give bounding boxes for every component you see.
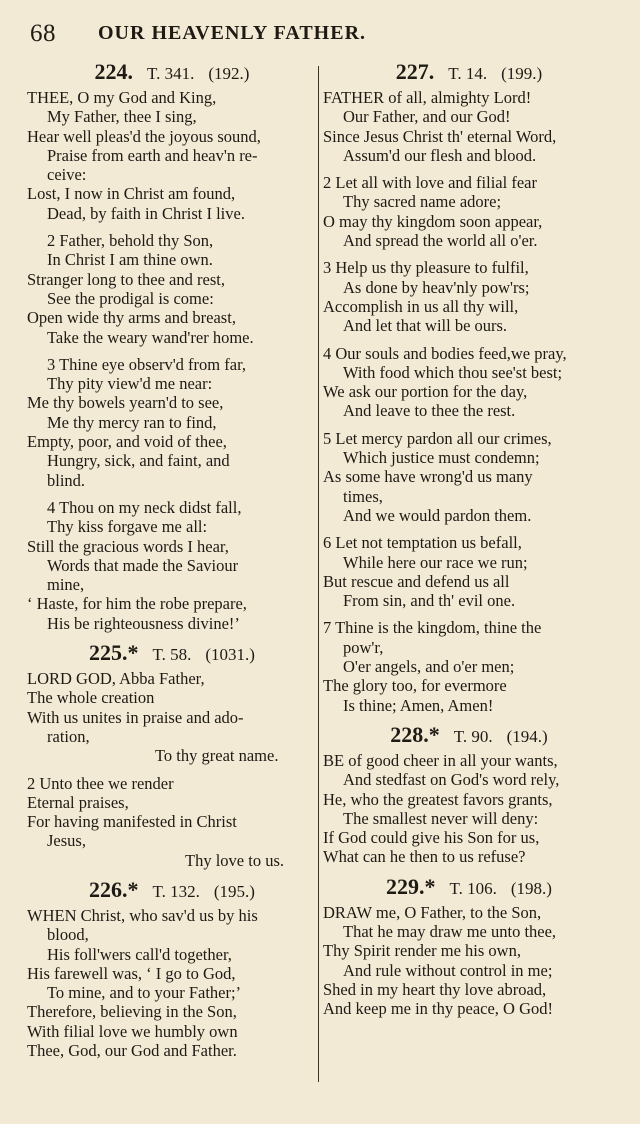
verse-line: For having manifested in Christ [27, 812, 237, 832]
verse-line: Still the gracious words I hear, [27, 536, 229, 556]
verse-line: Empty, poor, and void of thee, [27, 432, 227, 452]
verse-line: Thy sacred name adore; [343, 192, 502, 212]
verse-line: To thy great name. [155, 746, 279, 766]
verse-line: ‘ Haste, for him the robe prepare, [27, 594, 247, 614]
hymn-number: 225.* [89, 640, 139, 666]
verse-line: FATHER of all, almighty Lord! [323, 88, 532, 107]
verse-line: Me thy bowels yearn'd to see, [27, 393, 224, 413]
verse-line: ration, [47, 726, 90, 746]
verse-line: BE of good cheer in all your wants, [323, 750, 558, 770]
verse-1 [323, 751, 615, 867]
verse-line: Assum'd our flesh and blood. [343, 145, 537, 165]
line-text: Praise from earth and heav'n re- [47, 145, 258, 165]
verse-line: 3 Thine eye observ'd from far, [47, 354, 247, 374]
verse-line: Is thine; Amen, Amen! [343, 695, 494, 715]
verse-7 [323, 618, 615, 714]
column-divider [318, 66, 319, 1082]
verse-1 [323, 88, 615, 165]
verse-3 [323, 258, 615, 335]
hymn-229 [323, 875, 615, 1019]
hymn-alt-number: (194.) [506, 726, 548, 746]
verse-line: Therefore, believing in the Son, [27, 1002, 237, 1022]
verse-line: He, who the greatest favors grants, [323, 789, 553, 809]
verse-line: blind. [47, 470, 86, 490]
verse-line: 4 Our souls and bodies feed,we pray, [323, 343, 567, 363]
verse-line: Thy pity view'd me near: [47, 374, 213, 394]
hymn-number: 229.* [386, 873, 436, 899]
verse-line: From sin, and th' evil one. [343, 591, 516, 611]
verse-1 [27, 88, 317, 223]
verse-1 [27, 906, 317, 1060]
verse-line: times, [343, 486, 383, 506]
verse-line: DRAW me, O Father, to the Son, [323, 902, 542, 922]
verse-line: mine, [47, 575, 85, 595]
hymn-alt-number: (192.) [208, 64, 250, 83]
verse-line: And rule without control in me; [343, 960, 553, 980]
verse-line: The smallest never will deny: [343, 808, 539, 828]
verse-line: blood, [47, 925, 89, 945]
verse-line: 2 Let all with love and filial fear [323, 173, 537, 193]
verse-2 [27, 774, 317, 870]
hymn-number: 227. [395, 59, 435, 84]
verse-line: Lost, I now in Christ am found, [27, 184, 236, 204]
hymn-225 [27, 641, 317, 870]
verse-line: Words that made the Saviour [47, 555, 239, 575]
verse-line: Hungry, sick, and faint, and [47, 451, 230, 471]
hymn-tune: T. 58. [152, 645, 192, 665]
verse-line: 2 Father, behold thy Son, [47, 231, 214, 251]
verse-line: pow'r, [343, 637, 384, 657]
verse-line: Open wide thy arms and breast, [27, 308, 236, 328]
verse-line: His foll'wers call'd together, [47, 944, 232, 964]
running-head: OUR HEAVENLY FATHER. [98, 22, 367, 44]
verse-3 [27, 355, 317, 490]
hymn-224 [27, 60, 317, 633]
verse-line: Hear well pleas'd the joyous sound, [27, 126, 261, 146]
verse-line: Shed in my heart thy love abroad, [323, 979, 547, 999]
hymn-alt-number: (198.) [510, 878, 552, 898]
verse-line: ceive: [47, 165, 87, 185]
verse-line: In Christ I am thine own. [47, 250, 213, 270]
verse-line: His farewell was, ‘ I go to God, [27, 963, 236, 983]
verse-line: But rescue and defend us all [323, 571, 510, 591]
verse-line: And keep me in thy peace, O God! [323, 999, 554, 1019]
verse-line: O may thy kingdom soon appear, [323, 211, 543, 231]
verse-line: Stranger long to thee and rest, [27, 269, 225, 289]
hymn-tune: T. 106. [449, 878, 497, 898]
verse-5 [323, 429, 615, 525]
verse-line: With us unites in praise and ado- [27, 707, 244, 727]
page-number: 68 [30, 20, 56, 47]
verse-line: While here our race we run; [343, 552, 528, 572]
verse-line: What can he then to us refuse? [323, 847, 526, 867]
hymn-number: 228.* [390, 721, 440, 747]
verse-6 [323, 533, 615, 610]
verse-line: And spread the world all o'er. [343, 231, 538, 251]
verse-line: With food which thou see'st best; [343, 362, 563, 382]
verse-line: WHEN Christ, who sav'd us by his [27, 905, 258, 925]
verse-2 [27, 231, 317, 347]
verse-line: O'er angels, and o'er men; [343, 657, 515, 677]
verse-line: We ask our portion for the day, [323, 382, 528, 402]
hymn-number: 226.* [89, 876, 139, 902]
verse-line: 3 Help us thy pleasure to fulfil, [323, 258, 529, 278]
verse-line: If God could give his Son for us, [323, 828, 540, 848]
verse-line: As some have wrong'd us many [323, 467, 533, 487]
hymn-heading [27, 641, 317, 667]
verse-line: Thee, God, our God and Father. [27, 1041, 237, 1061]
verse-1 [27, 669, 317, 765]
left-column [27, 60, 317, 1068]
verse-line: LORD GOD, Abba Father, [27, 669, 205, 689]
verse-line: Take the weary wand'rer home. [47, 327, 254, 347]
hymn-heading [323, 875, 615, 901]
verse-line: And we would pardon them. [343, 505, 532, 525]
verse-line: His be righteousness divine!’ [47, 613, 240, 633]
hymn-tune: T. 132. [152, 881, 200, 901]
verse-line: Eternal praises, [27, 792, 129, 812]
hymn-heading [323, 723, 615, 749]
verse-line: That he may draw me unto thee, [343, 921, 557, 941]
verse-4 [27, 498, 317, 633]
verse-line: 5 Let mercy pardon all our crimes, [323, 428, 552, 448]
verse-2 [323, 173, 615, 250]
hymn-heading [27, 878, 317, 904]
verse-line: 4 Thou on my neck didst fall, [47, 497, 242, 517]
verse-line: Accomplish in us all thy will, [323, 296, 519, 316]
verse-line: See the prodigal is come: [47, 288, 214, 308]
hymn-alt-number: (195.) [213, 881, 255, 901]
verse-line: My Father, thee I sing, [47, 107, 197, 127]
hymn-alt-number: (1031.) [205, 645, 255, 665]
verse-line: Dead, by faith in Christ I live. [47, 203, 245, 223]
verse-line: 7 Thine is the kingdom, thine the [323, 618, 542, 638]
verse-line [27, 146, 317, 165]
hymn-tune: T. 90. [453, 726, 493, 746]
verse-line: And leave to thee the rest. [343, 401, 516, 421]
verse-line: Thy kiss forgave me all: [47, 517, 208, 537]
hymn-228 [323, 723, 615, 867]
verse-line: 6 Let not temptation us befall, [323, 533, 522, 553]
hymn-226 [27, 878, 317, 1060]
verse-1 [323, 903, 615, 1019]
hymn-number: 224. [94, 59, 134, 84]
verse-line: 2 Unto thee we render [27, 773, 174, 793]
hymn-alt-number: (199.) [501, 64, 543, 83]
hymn-heading [27, 60, 317, 86]
hymn-227 [323, 60, 615, 715]
right-column [323, 60, 615, 1026]
verse-line: As done by heav'nly pow'rs; [343, 277, 530, 297]
verse-line: THEE, O my God and King, [27, 88, 217, 107]
hymn-heading [323, 60, 615, 86]
verse-line: Since Jesus Christ th' eternal Word, [323, 126, 557, 146]
hymn-tune: T. 341. [147, 64, 195, 83]
verse-line: Our Father, and our God! [343, 107, 511, 127]
verse-4 [323, 344, 615, 421]
verse-line: And stedfast on God's word rely, [343, 770, 560, 790]
verse-line: Jesus, [47, 831, 86, 851]
verse-line: Which justice must condemn; [343, 448, 540, 468]
verse-line: Thy Spirit render me his own, [323, 941, 521, 961]
verse-line: The whole creation [27, 688, 155, 708]
verse-line: The glory too, for evermore [323, 676, 507, 696]
verse-line: And let that will be ours. [343, 316, 508, 336]
verse-line: With filial love we humbly own [27, 1021, 238, 1041]
verse-line: To mine, and to your Father;’ [47, 983, 242, 1003]
hymn-tune: T. 14. [448, 64, 488, 83]
verse-line: Thy love to us. [185, 850, 284, 870]
verse-line: Me thy mercy ran to find, [47, 412, 217, 432]
